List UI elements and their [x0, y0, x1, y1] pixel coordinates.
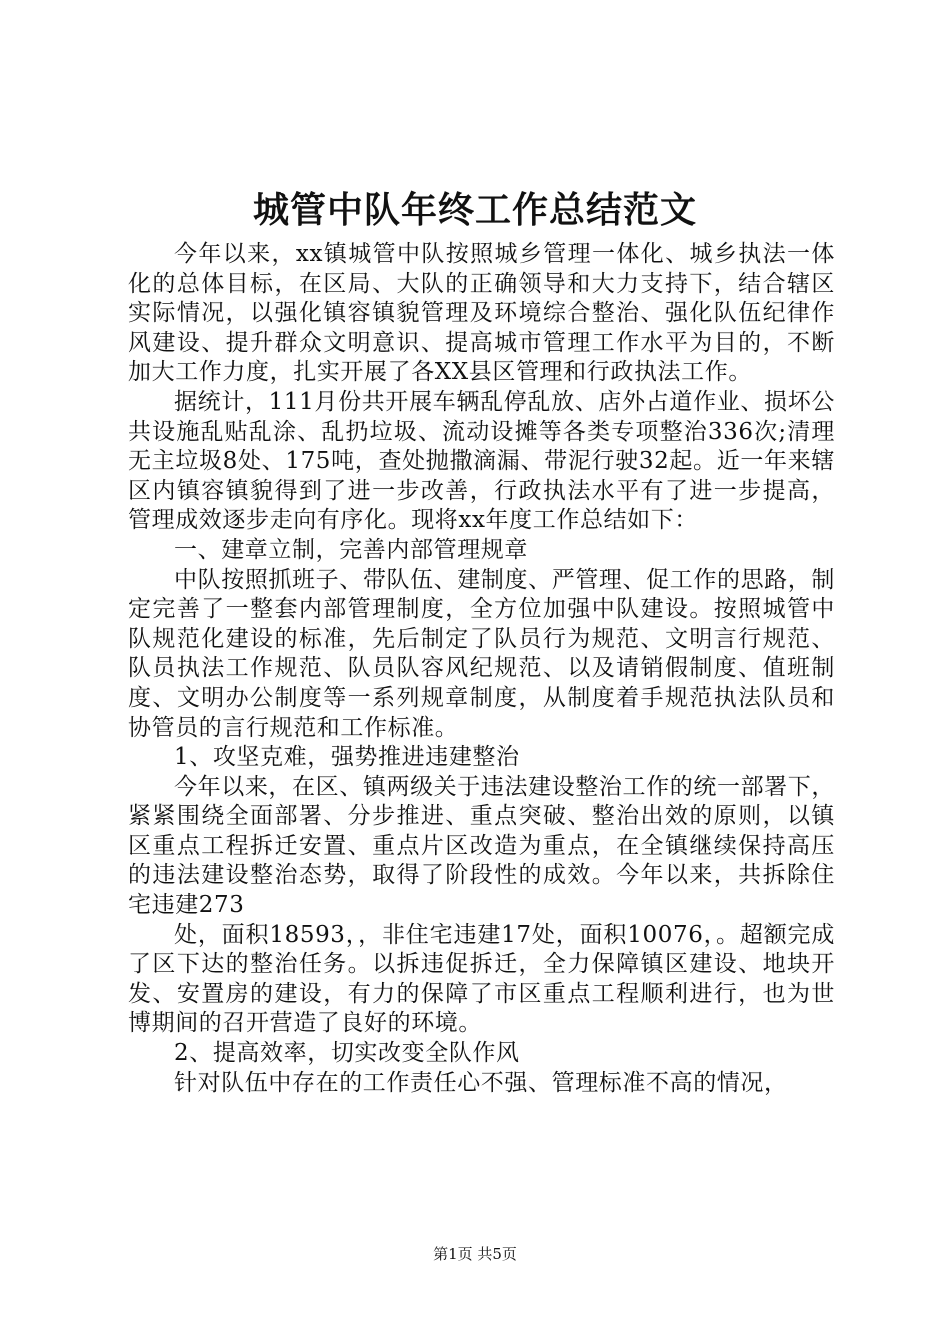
subsection-heading-2: 2、提高效率，切实改变全队作风 — [174, 1040, 520, 1067]
paragraph-subsection-1-continued: 处，面积18593，，非住宅违建17处，面积10076，。超额完成了区下达的整治任务。以拆违促拆迁，全力保障镇区建设、地块开发、安置房的建设，有力的保障了市区重点工程顺利进行，也为世博期间的召开营造了良好的环境。 — [128, 921, 835, 1037]
section-heading-1: 一、建章立制，完善内部管理规章 — [174, 536, 528, 563]
document-title: 城管中队年终工作总结范文 — [252, 189, 697, 231]
paragraph-statistics: 据统计，111月份共开展车辆乱停乱放、店外占道作业、损坏公共设施乱贴乱涂、乱扔垃圾、流动设摊等各类专项整治336次;清理无主垃圾8处、175吨，查处抛撒滴漏、带泥行驶32起。近一年来辖区内镇容镇貌得到了进一步改善，行政执法水平有了进一步提高，管理成效逐步走向有序化。现将xx年度工作总结如下： — [128, 388, 835, 534]
paragraph-subsection-2: 针对队伍中存在的工作责任心不强、管理标准不高的情况， — [174, 1069, 788, 1096]
paragraph-subsection-1: 今年以来，在区、镇两级关于违法建设整治工作的统一部署下，紧紧围绕全面部署、分步推进、重点突破、整治出效的原则，以镇区重点工程拆迁安置、重点片区改造为重点，在全镇继续保持高压的违法建设整治态势，取得了阶段性的成效。今年以来，共拆除住宅违建273 — [128, 773, 835, 919]
page-number: 第1页 共5页 — [433, 1245, 517, 1263]
subsection-heading-1: 1、攻坚克难，强势推进违建整治 — [174, 744, 520, 771]
page-footer — [0, 1244, 950, 1264]
paragraph-intro: 今年以来，xx镇城管中队按照城乡管理一体化、城乡执法一体化的总体目标，在区局、大队的正确领导和大力支持下，结合辖区实际情况，以强化镇容镇貌管理及环境综合整治、强化队伍纪律作风建设、提升群众文明意识、提高城市管理工作水平为目的，不断加大工作力度，扎实开展了各XX县区管理和行政执法工作。 — [128, 241, 835, 386]
document-body — [128, 240, 835, 1098]
paragraph-section-1: 中队按照抓班子、带队伍、建制度、严管理、促工作的思路，制定完善了一整套内部管理制度，全方位加强中队建设。按照城管中队规范化建设的标准，先后制定了队员行为规范、文明言行规范、队员执法工作规范、队员队容风纪规范、以及请销假制度、值班制度、文明办公制度等一系列规章制度，从制度着手规范执法队员和协管员的言行规范和工作标准。 — [128, 566, 835, 741]
